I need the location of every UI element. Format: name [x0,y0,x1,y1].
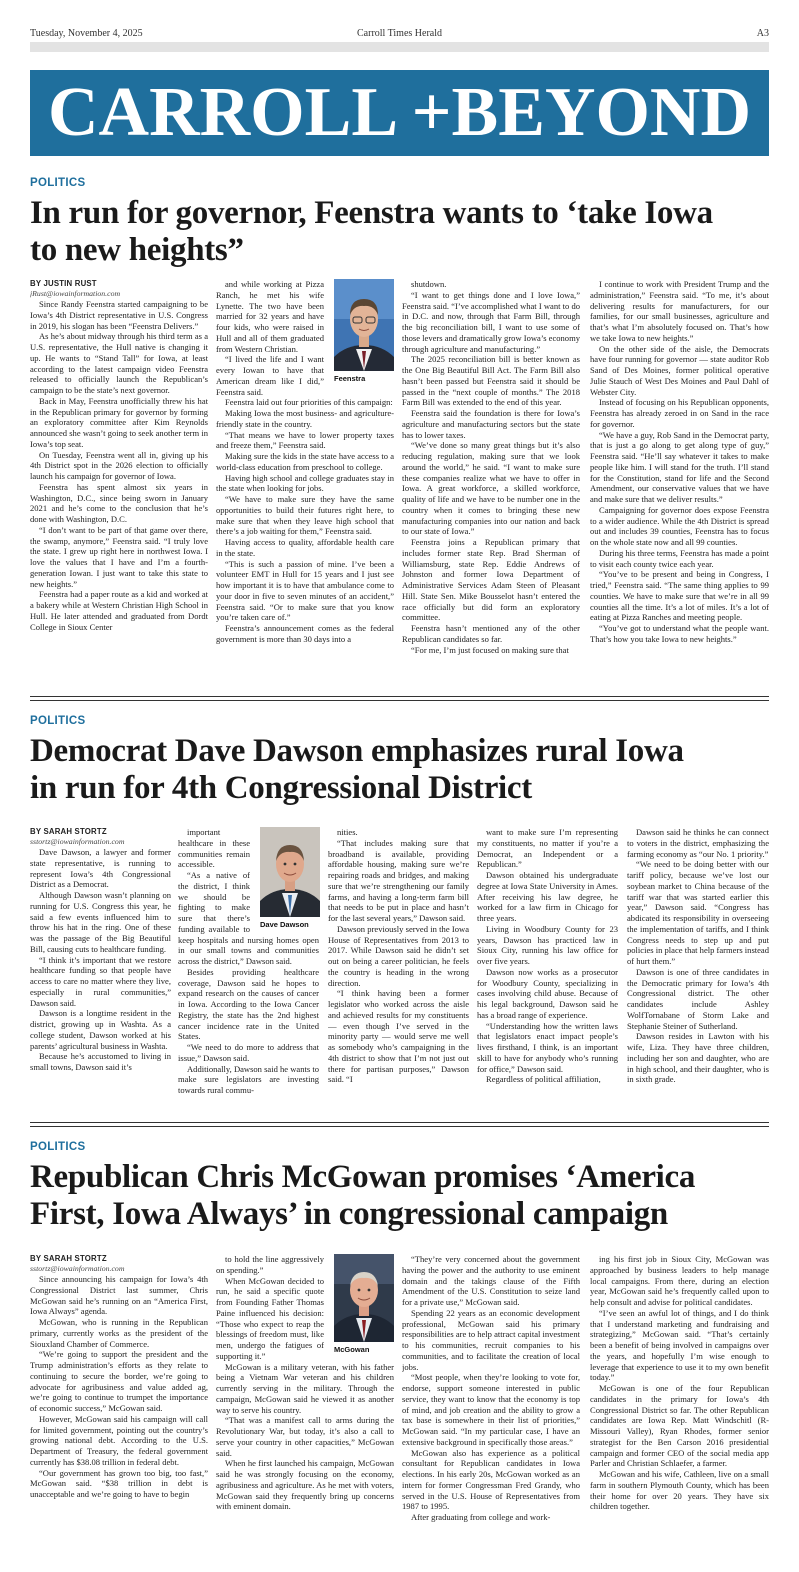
paragraph: During his three terms, Feenstra has made a point to visit each county twice each year. [590,547,769,569]
paragraph: Making Iowa the most business- and agriculture-friendly state in the country. [216,408,394,429]
paragraph: Feenstra said the foundation is there for Iowa’s agriculture and manufacturing sectors but the state has to lower taxes. [402,408,580,440]
photo-caption: Feenstra [334,374,366,383]
paragraph: Feenstra joins a Republican primary that includes former state Rep. Brad Sherman of Williamsburg, state Rep. Eddie Andrews of Johnston and former Iowa Department of Administrative Services Adam Steen of Pleasant Hill. State Sen. Mike Bousselot hasn’t entered the race officially but did form an exploratory committee. [402,537,580,623]
paragraph: On the other side of the aisle, the Democrats have four running for governor — state auditor Rob Sand of Des Moines, former political operative Julie Stauch of West Des Moines and Paul Dahl of Webster City. [590,343,769,397]
article-column [30,1254,208,1562]
article-column [590,279,769,694]
paragraph: ing his first job in Sioux City, McGowan was approached by business leaders to help manage local campaigns. From there, during an election year, McGowan said he’s frequently called upon to help consult and advise for political candidates. [590,1254,769,1307]
section-masthead: CARROLL +BEYOND [30,70,769,156]
paragraph: “Understanding how the written laws that legislators enact impact people’s lives firsthand, I think, is an important skill to have for anybody who’s running for office,” Dawson said. [477,1020,618,1074]
portrait-icon [334,279,394,371]
paragraph: Dawson is a longtime resident in the district, growing up in Washta. As a college student, Dawson worked at his parents’ agricultural business in Washta. [30,1008,171,1051]
byline: BY SARAH STORTZ [30,1254,107,1263]
folio-page-number: A3 [756,28,769,39]
paragraph: Dawson resides in Lawton with his wife, Liza. They have three children, including her son and daughter, who are in high school, and their daughter, who is in sixth grade. [627,1031,769,1085]
paragraph: “We have to make sure they have the same opportunities to build their futures right here, to make sure that when they leave high school that there’s a job waiting for them,” Feenstra said. [216,494,394,537]
paragraph: McGowan also has experience as a political consultant for Republican candidates in Iowa elections. In his early 20s, McGowan worked as an intern for former Congressman Fred Grandy, who served in the U.S. House of Representatives from 1987 to 1995. [402,1447,580,1512]
paragraph: Making sure the kids in the state have access to a world-class education from preschool to college. [216,451,394,472]
folio-rule-bar [30,42,769,52]
article-headline [30,195,769,269]
article-column [627,827,769,1122]
byline: BY JUSTIN RUST [30,279,97,288]
paragraph: “I think it’s important that we restore healthcare funding so that people have access to care no matter where they live, especially in rural communities,” Dawson said. [30,954,171,1008]
folio-paper-name: Carroll Times Herald [357,28,442,39]
headline-line: Republican Chris McGowan promises ‘America [30,1159,696,1195]
article-column [328,827,469,1122]
paragraph: “We need to be doing better with our tariff policy, because we’ve lost our soybean market to China because of the tariff war that was started earlier this year,” Dawson said. “Congress has abdicated its responsibility in overseeing the implementation of tariffs, and I think Congress needs to step up and put policies in place that help farmers instead of hurt them.” [627,859,769,966]
paragraph: “This is such a passion of mine. I’ve been a volunteer EMT in Hull for 15 years and I just see how important it is to have that ambulance come to your door in five to seven minutes of an accident,” Feenstra said. “Or to make sure that you know you’re taken care of.” [216,558,394,623]
paragraph: Dawson said he thinks he can connect to voters in the district, emphasizing the farming economy as “our No. 1 priority.” [627,827,769,859]
photo-caption: McGowan [334,1345,370,1354]
paragraph: “We need to do more to address that issue,” Dawson said. [178,1042,319,1063]
paragraph: “As a native of the district, I think we should be fighting to make sure that there’s funding available to keep hospitals and nursing homes open in our small towns and communities across the district,” Dawson said. [178,870,319,966]
paragraph: Because he’s accustomed to living in small towns, Dawson said it’s [30,1051,171,1072]
article-column [590,1254,769,1562]
article-mcgowan [30,1141,769,1566]
byline-email: sstortz@iowainformation.com [30,837,125,846]
article-body [30,279,769,694]
paragraph: McGowan is a military veteran, with his father being a Vietnam War veteran and his children currently serving in the military. Through the campaign, McGowan said he viewed it as another way to serve his country. [216,1361,394,1415]
headline-line: First, Iowa Always’ in congressional campaign [30,1196,668,1232]
paragraph: When he first launched his campaign, McGowan said he was strongly focusing on the economy, agribusiness and agriculture. As he met with voters, McGowan said they frequently bring up concerns with eminent domain. [216,1458,394,1512]
paragraph: Regardless of political affiliation, [486,1074,601,1085]
headline-line: Democrat Dave Dawson emphasizes rural Iowa [30,733,684,769]
paragraph: “We’re going to support the president and the Trump administration’s efforts as they relate to continuing to secure the border, we’re going to advocate for agribusiness and value added ag, we’re going to continue to trumpet the importance of economic success,” McGowan said. [30,1349,208,1413]
paragraph: “We’ve done so many great things but it’s also reducing regulation, making sure that we look around the world,” he said. “I want to make sure these companies realize what we have to offer in Iowa. A great workforce, a skilled workforce, quality of life and we have to be number one in the country when it comes to bringing these new manufacturing companies into our nation and back to our state of Iowa.” [402,440,580,537]
paragraph: “For me, I’m just focused on making sure that [411,644,569,655]
paragraph: “That includes making sure that broadband is available, providing affordable housing, making sure we’re repairing roads and bridges, and making sure that we’re strengthening our family farms, and having a long-term farm bill that needs to be put in place and hasn’t for the last several years,” Dawson said. [328,837,469,923]
photo-dawson [260,827,320,931]
paragraph: When McGowan decided to run, he said a specific quote from Founding Father Thomas Paine influenced his decision: “Those who expect to reap the blessings of freedom must, like men, undergo the fatigues of supporting it.” [216,1275,324,1361]
paragraph: Living in Woodbury County for 23 years, Dawson has practiced law in Sioux City, running his law office for over five years. [477,923,618,966]
folio-date: Tuesday, November 4, 2025 [30,28,143,39]
photo-mcgowan [334,1254,394,1358]
paragraph: Feenstra laid out four priorities of this campaign: [225,397,393,408]
article-headline [30,733,769,807]
paragraph: shutdown. [411,279,447,289]
byline: BY SARAH STORTZ [30,827,107,836]
article-dawson [30,715,769,1125]
paragraph: Since Randy Feenstra started campaigning to be Iowa’s 4th District representative in U.S. Congress in 2019, his slogan has been “Feenstra Delivers.” [30,299,208,331]
paragraph: Dawson obtained his undergraduate degree at Iowa State University in Ames. After receiving his law degree, he worked for a law firm in Chicago for three years. [477,870,618,923]
article-kicker: POLITICS [30,715,86,727]
paragraph: I continue to work with President Trump and the administration,” Feenstra said. “To me, it’s about delivering results for manufacturers, for our families, for our small businesses, agriculture and that’s what I’m absolutely focused on. That’s how we take Iowa to new heights.” [590,279,769,343]
article-column [30,827,171,1122]
paragraph: to hold the line aggressively on spending.” [216,1254,324,1275]
paragraph: “We have a guy, Rob Sand in the Democrat party, that is just a go along to get along type of guy,” Feenstra said. “He’ll say whatever it takes to make people like him. I will stand for the truth. I’ll stand for the Constitution, stand for life and the Second Amendment, our conservative values that we have and make sure that we deliver results.” [590,429,769,504]
article-feenstra [30,177,769,697]
paragraph: nities. [337,827,358,837]
paragraph: “Most people, when they’re looking to vote for, endorse, support someone interested in public service, they want to know that the economy is top of mind, and job creation and the ability to grow a tax base is somewhere in their list of priorities,” McGowan said. “In my particular case, I have an extensive background in specifically those areas.” [402,1372,580,1447]
paragraph: “I lived the life and I want every Iowan to have that American dream like I did,” Feenstra said. [216,354,324,397]
paragraph: Feenstra hasn’t mentioned any of the other Republican candidates so far. [402,623,580,644]
paragraph: want to make sure I’m representing my constituents, no matter if you’re a Democrat, an Independent or a Republican.” [477,827,618,870]
portrait-icon [260,827,320,917]
photo-feenstra [334,279,394,389]
article-column [477,827,618,1122]
article-body [30,827,769,1122]
paragraph: Dawson is one of three candidates in the Democratic primary for Iowa’s 4th Congressional district. The other candidates include Ashley WolfTornabane of Storm Lake and Stephanie Steiner of Sutherland. [627,966,769,1031]
paragraph: Feenstra has spent almost six years in Washington, D.C., since being sworn in January 2021 and he’s come to the conclusion that he’s done with Washington, D.C. [30,481,208,524]
section-divider [30,1122,769,1127]
paragraph: After graduating from college and work- [411,1512,551,1522]
paragraph: Having access to quality, affordable health care in the state. [216,537,394,558]
article-column [30,279,208,694]
headline-line: to new heights” [30,232,244,268]
paragraph: Having high school and college graduates stay in the state when looking for jobs. [216,472,394,494]
paragraph: On Tuesday, Feenstra went all in, giving up his 4th District spot in the 2026 election to officially launch his campaign for governor of Iowa. [30,449,208,481]
paragraph: Although Dawson wasn’t planning on running for U.S. Congress this year, he said a few events influenced him to throw his hat in the ring. One of these was the passage of the Big Beautiful Bill, causing cuts to healthcare funding. [30,890,171,954]
paragraph: McGowan, who is running in the Republican primary, currently works as the president of the Siouxland Chamber of Commerce. [30,1317,208,1349]
byline-email: sstortz@iowainformation.com [30,1264,125,1273]
portrait-icon [334,1254,394,1342]
paragraph: Additionally, Dawson said he wants to make sure legislators are investing towards rural commu- [178,1063,319,1095]
paragraph: Dave Dawson, a lawyer and former state representative, is running to represent Iowa’s 4th Congressional District as a Democrat. [30,847,171,890]
paragraph: Besides providing healthcare coverage, Dawson said he hopes to expand research on the causes of cancer in Iowa. According to the Iowa Cancer Registry, the state has the 2nd highest cancer incidence rate in the United States. [178,966,319,1042]
paragraph: However, McGowan said his campaign will call for limited government, pointing out the country’s growing national debt. According to the U.S. Department of Treasury, the federal government currently has $38.08 trillion in federal debt. [30,1413,208,1467]
paragraph: important healthcare in these communities remain accessible. [178,827,250,870]
paragraph: “I don’t want to be part of that game over there, the swamp, anymore,” Feenstra said. “I truly love the state. I grew up right here in northwest Iowa. I love the values that I have and I’m a fourth-generation Iowan. I just want to take this state to new heights.” [30,524,208,589]
article-column [402,279,580,694]
article-body [30,1254,769,1562]
paragraph: “I think having been a former legislator who worked across the aisle and achieved results for my constituents — even though I’ve served in the minority party — would serve me well as somebody who’s campaigning in the 4th district to show that I’m not just out there for partisan purposes,” Dawson said. “I [328,988,469,1085]
paragraph: The 2025 reconciliation bill is better known as the One Big Beautiful Bill Act. The Farm Bill also hasn’t been passed but Feenstra said it should be passed in the “next couple of months.” The 2018 Farm Bill was extended to the end of this year. [402,354,580,408]
paragraph: Feenstra’s announcement comes as the federal government is more than 30 days into a [216,623,394,644]
paragraph: “That was a manifest call to arms during the Revolutionary War, but today, it’s also a call to serve your country in other capacities,” McGowan said. [216,1415,394,1458]
section-divider [30,696,769,701]
page-folio [30,28,769,40]
paragraph: “That means we have to lower property taxes and freeze them,” Feenstra said. [216,429,394,451]
paragraph: “They’re very concerned about the government having the power and the authority to use eminent domain and the takings clause of the Fifth Amendment of the U.S. Constitution to seize land for a private use,” McGowan said. [402,1254,580,1307]
paragraph: Since announcing his campaign for Iowa’s 4th Congressional District last summer, Chris McGowan said he’s running on an “America First, Iowa Always” agenda. [30,1274,208,1317]
paragraph: McGowan and his wife, Cathleen, live on a small farm in southern Plymouth County, which has been their home for over 20 years. They have six children together. [590,1469,769,1512]
paragraph: Back in May, Feenstra unofficially threw his hat in the Republican primary for governor by forming an exploratory committee after Kim Reynolds announced she wasn’t going to seek another term in Iowa’s top seat. [30,395,208,449]
paragraph: “You’ve to be present and being in Congress, I tried,” Feenstra said. “The same thing applies to 99 counties. We have to make sure that we’re in all 99 counties all the time. It’s a lot of miles. It’s a lot of eating at Pizza Ranches and meeting people. [590,569,769,623]
photo-caption: Dave Dawson [260,920,309,929]
article-column [402,1254,580,1562]
paragraph: “I’ve seen an awful lot of things, and I do think that I understand marketing and fundraising and strategizing,” McGowan said. “That’s certainly been a benefit of being involved in campaigns over the years, and hopefully I’m wise enough to leverage that experience to use it to my own benefit today.” [590,1307,769,1383]
paragraph: “Our government has grown too big, too fast,” McGowan said. “$38 trillion in debt is unacceptable and we’re going to have to begin [30,1467,208,1499]
article-headline [30,1159,769,1233]
paragraph: Dawson now works as a prosecutor for Woodbury County, specializing in cases involving child abuse. Because of his legal background, Dawson said he has a broad range of experience. [477,966,618,1020]
paragraph: and while working at Pizza Ranch, he met his wife Lynette. The two have been married for 32 years and have four kids, who were raised in Hull and all of them graduated from Western Christian. [216,279,324,354]
article-kicker: POLITICS [30,177,86,189]
article-kicker: POLITICS [30,1141,86,1153]
paragraph: Instead of focusing on his Republican opponents, Feenstra has already zeroed in on Sand in the race for governor. [590,397,769,429]
paragraph: “I want to get things done and I love Iowa,” Feenstra said. “I’ve accomplished what I want to do in D.C. and now, through that Farm Bill, through the big reconciliation bill, I want to use some of those levers and dramatically grow Iowa’s economy through agriculture and manufacturing.” [402,289,580,354]
paragraph: Spending 22 years as an economic development professional, McGowan said his primary responsibilities are to help attract capital investment to his communities, recruit companies to his communities, and to facilitate the creation of local jobs. [402,1307,580,1372]
paragraph: Campaigning for governor does expose Feenstra to a wider audience. While the 4th District is spread out and includes 39 counties, Feenstra has to focus on the whole state now and all 99 counties. [590,504,769,547]
paragraph: Feenstra had a paper route as a kid and worked at a bakery while at Western Christian High School in Hull. He later attended and graduated from Dordt College in Sioux Center [30,589,208,632]
paragraph: Dawson previously served in the Iowa House of Representatives from 2013 to 2017. While Dawson said he didn’t set out on being a career politician, he feels the country is heading in the wrong direction. [328,923,469,988]
headline-line: In run for governor, Feenstra wants to ‘take Iowa [30,195,713,231]
paragraph: McGowan is one of the four Republican candidates in the primary for Iowa’s 4th Congressional District so far. The other Republican candidates are Iowa Rep. Matt Windschitl (R-Missouri Valley), Ryan Rhodes, former senior strategist for the Ben Carson 2016 presidential campaign and former CEO of the social media app Parler and Christian Schlaefer, a farmer. [590,1383,769,1469]
paragraph: As he’s about midway through his third term as a U.S. representative, the Hull native is changing it up. He wants to “Stand Tall” for Iowa, at least according to the latest campaign video Feenstra released to officially launch the Republican’s campaign to be the state’s next governor. [30,331,208,395]
paragraph: “You’ve got to understand what the people want. That’s how you take Iowa to new heights.” [590,623,769,644]
byline-email: jRust@iowainformation.com [30,289,121,298]
headline-line: in run for 4th Congressional District [30,770,532,806]
